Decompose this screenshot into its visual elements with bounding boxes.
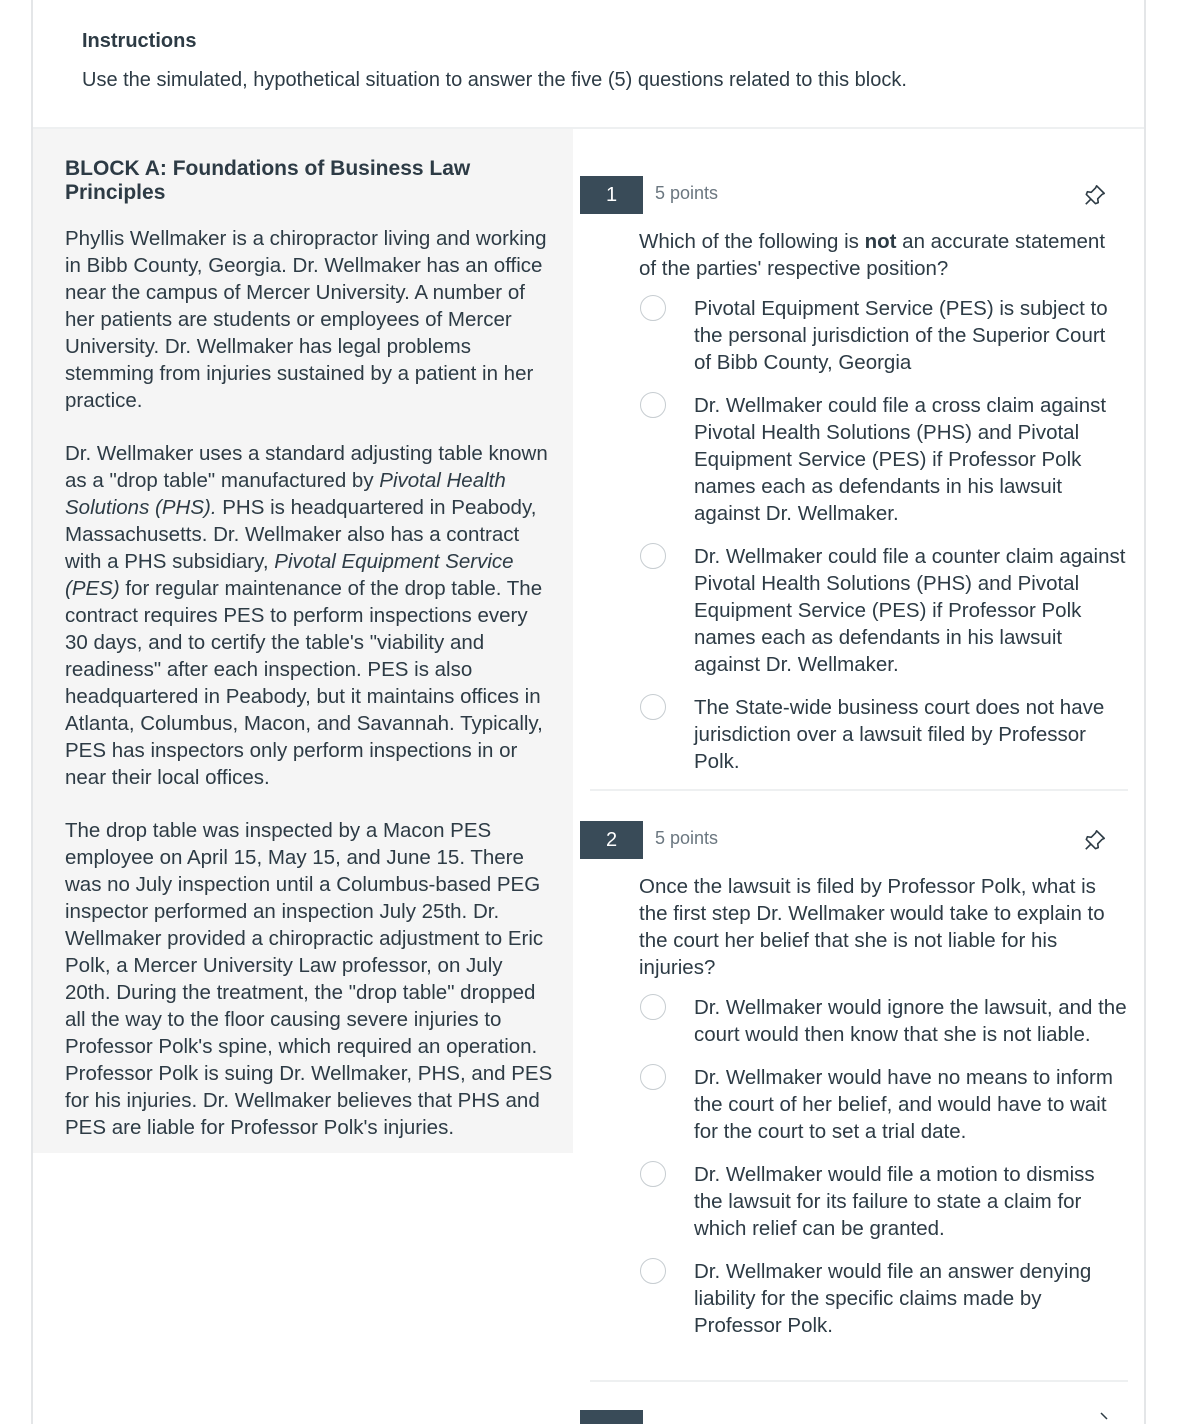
answer-text: Dr. Wellmaker would file a motion to dismiss the lawsuit for its failure to state a claim for which relief can be granted. — [694, 1163, 1095, 1240]
question-points: 5 points — [655, 828, 719, 848]
radio-button[interactable] — [640, 543, 666, 569]
question-2 — [580, 821, 1128, 1355]
question-text-part: Which of the following is — [639, 230, 865, 253]
answer-option[interactable] — [640, 543, 1128, 678]
question-1 — [580, 176, 1128, 791]
radio-button[interactable] — [640, 392, 666, 418]
question-text-emphasis: not — [864, 230, 897, 253]
question-header — [580, 176, 1128, 214]
question-divider — [590, 1380, 1128, 1382]
answer-option[interactable] — [640, 694, 1128, 775]
answer-option[interactable] — [640, 295, 1128, 376]
radio-button[interactable] — [640, 1064, 666, 1090]
stimulus-panel — [33, 129, 573, 1153]
phs-name: Pivotal Health Solutions (PHS). — [65, 469, 506, 519]
answer-option[interactable] — [640, 1258, 1128, 1339]
radio-button[interactable] — [640, 295, 666, 321]
stimulus-text: PHS is headquartered in Peabody, Massachusetts. Dr. Wellmaker also has a contract with a PHS subsidiary, — [65, 496, 537, 573]
stimulus-paragraph-1: Phyllis Wellmaker is a chiropractor living and working in Bibb County, Georgia. Dr. Wellmaker has an office near the campus of Mercer University. A number of her patients are students or employees of Mercer University. Dr. Wellmaker has legal problems stemming from injuries sustained by a patient in her practice. — [65, 227, 547, 412]
question-text-part: an accurate statement of the parties' respective position? — [639, 230, 1106, 280]
stimulus-text: Dr. Wellmaker uses a standard adjusting table known as a "drop table" manufactured by — [65, 442, 548, 492]
answer-text: Dr. Wellmaker would file an answer denying liability for the specific claims made by Professor Polk. — [694, 1260, 1092, 1337]
instructions-text: Use the simulated, hypothetical situation to answer the five (5) questions related to this block. — [82, 69, 907, 91]
pin-icon[interactable] — [1082, 182, 1108, 208]
answer-text: Dr. Wellmaker would have no means to inform the court of her belief, and would have to wait for the court to set a trial date. — [694, 1066, 1113, 1143]
stimulus-paragraph-2 — [65, 440, 553, 791]
question-header — [580, 821, 1128, 859]
answer-option[interactable] — [640, 1161, 1128, 1242]
question-text: Once the lawsuit is filed by Professor Polk, what is the first step Dr. Wellmaker would take to explain to the court her belief that she is not liable for his injuries? — [639, 875, 1105, 979]
radio-button[interactable] — [640, 1161, 666, 1187]
question-number: 2 — [580, 821, 643, 859]
answer-text: Pivotal Equipment Service (PES) is subject to the personal jurisdiction of the Superior Court of Bibb County, Georgia — [694, 297, 1108, 374]
pin-icon[interactable] — [1092, 1412, 1108, 1424]
answer-option[interactable] — [640, 1064, 1128, 1145]
stimulus-paragraph-3: The drop table was inspected by a Macon PES employee on April 15, May 15, and June 15. There was no July inspection until a Columbus-based PEG inspector performed an inspection July 25th. Dr. Wellmaker provided a chiropractic adjustment to Eric Polk, a Mercer University Law professor, on July 20th. During the treatment, the "drop table" dropped all the way to the floor causing severe injuries to Professor Polk's spine, which required an operation. Professor Polk is suing Dr. Wellmaker, PHS, and PES for his injuries. Dr. Wellmaker believes that PHS and PES are liable for Professor Polk's injuries. — [65, 819, 553, 1139]
pes-name: Pivotal Equipment Service (PES) — [65, 550, 514, 600]
radio-button[interactable] — [640, 694, 666, 720]
pin-icon[interactable] — [1082, 827, 1108, 853]
question-divider — [590, 789, 1128, 791]
radio-button[interactable] — [640, 1258, 666, 1284]
answer-text: Dr. Wellmaker would ignore the lawsuit, and the court would then know that she is not liable. — [694, 996, 1127, 1046]
question-3-number-partial — [580, 1410, 643, 1424]
answer-text: Dr. Wellmaker could file a counter claim against Pivotal Health Solutions (PHS) and Pivotal Equipment Service (PES) if Professor Polk names each as defendants in his lawsuit against Dr. Wellmaker. — [694, 545, 1126, 676]
stimulus-text: for regular maintenance of the drop table. The contract requires PES to perform inspections every 30 days, and to certify the table's "viability and readiness" after each inspection. PES is also headquartered in Peabody, but it maintains offices in Atlanta, Columbus, Macon, and Savannah. Typically, PES has inspectors only perform inspections in or near their local offices. — [65, 577, 543, 789]
answer-option[interactable] — [640, 392, 1128, 527]
instructions-section — [82, 30, 1082, 92]
question-number: 1 — [580, 176, 643, 214]
question-points: 5 points — [655, 183, 719, 203]
radio-button[interactable] — [640, 994, 666, 1020]
answer-list — [640, 295, 1128, 775]
block-title: BLOCK A: Foundations of Business Law Principles — [65, 157, 471, 204]
instructions-title: Instructions — [82, 30, 197, 52]
answer-text: Dr. Wellmaker could file a cross claim against Pivotal Health Solutions (PHS) and Pivotal Equipment Service (PES) if Professor Polk names each as defendants in his lawsuit against Dr. Wellmaker. — [694, 394, 1107, 525]
question-text — [639, 228, 1109, 282]
answer-text: The State-wide business court does not have jurisdiction over a lawsuit filed by Professor Polk. — [694, 696, 1105, 773]
answer-list — [640, 994, 1128, 1339]
answer-option[interactable] — [640, 994, 1128, 1048]
